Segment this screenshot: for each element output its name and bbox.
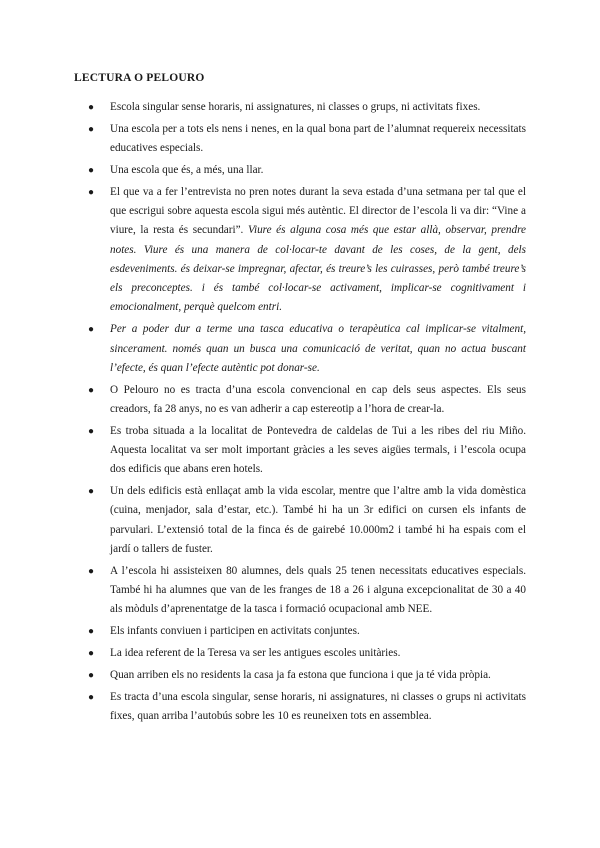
list-item	[74, 622, 526, 641]
bullet-icon: ●	[88, 123, 95, 135]
list-item-text: Una escola que és, a més, una llar.	[110, 163, 264, 176]
list-item	[74, 644, 526, 663]
list-item-text: Els infants conviuen i participen en activitats conjuntes.	[110, 625, 360, 638]
bullet-icon: ●	[88, 102, 95, 113]
list-item	[74, 320, 526, 378]
list-item-italic-text: Per a poder dur a terme una tasca educativa o terapèutica cal implicar-se vitalment, sincerament. només quan un busca una comunicació de veritat, quan no actua buscant l’efecte, és quan l’efecte autèntic pot donar-se.	[110, 323, 526, 374]
list-item-text: Un dels edificis està enllaçat amb la vida escolar, mentre que l’altre amb la vida domèstica (cuina, menjador, sala d’estar, etc.). També hi ha un 3r edifici on cursen els infants de parvulari. L’extensió total de la finca és de gairebé 10.000m2 i també hi ha espais com el jardí o tallers de fuster.	[110, 485, 526, 556]
list-item-text: Escola singular sense horaris, ni assignatures, ni classes o grups, ni activitats fixes.	[110, 101, 481, 113]
bullet-icon: ●	[88, 691, 95, 703]
bullet-icon: ●	[88, 626, 95, 638]
bullet-icon: ●	[88, 425, 95, 437]
list-item	[74, 482, 526, 559]
list-item	[74, 98, 526, 117]
list-item-text: Es troba situada a la localitat de Pontevedra de caldelas de Tui a les ribes del riu Miño. Aquesta localitat va ser molt important gràcies a les seves aigües termals, i l’escola ocupa dos edificis que abans eren hotels.	[110, 424, 526, 476]
bullet-icon: ●	[88, 565, 95, 577]
bullet-icon: ●	[88, 164, 95, 176]
list-item-text: Quan arriben els no residents la casa ja fa estona que funciona i que ja té vida pròpia.	[110, 668, 491, 681]
list-item-text: La idea referent de la Teresa va ser les antigues escoles unitàries.	[110, 647, 401, 660]
list-item-text: Una escola per a tots els nens i nenes, en la qual bona part de l’alumnat requereix necessitats educatives especials.	[110, 122, 526, 155]
list-item	[74, 183, 526, 318]
list-item-text: O Pelouro no es tracta d’una escola convencional en cap dels seus aspectes. Els seus creadors, fa 28 anys, no es van adherir a cap estereotip a l’hora de crear-la.	[110, 383, 526, 415]
list-item	[74, 120, 526, 159]
list-item	[74, 422, 526, 480]
bullet-icon: ●	[88, 486, 95, 498]
bullet-list	[74, 98, 526, 726]
list-item	[74, 688, 526, 727]
list-item-text: El que va a fer l’entrevista no pren notes durant la seva estada d’una setmana per tal que el que escrigui sobre aquesta escola sigui més autèntic. El director de l’escola li va dir: “Vine a viure, la resta és secundari”.	[110, 185, 526, 237]
list-item-italic-text: Viure és alguna cosa més que estar allà, observar, prendre notes. Viure és una manera de col·locar-te davant de les coses, de la gent, dels esdeveniments. és deixar-se impregnar, afectar, és treure’s les cuirasses, però també treure’s els preconceptes. i és també col·locar-se activament, implicar-se cognitivament i emocionalment, perquè quelcom entri.	[110, 224, 526, 314]
bullet-icon: ●	[88, 324, 95, 336]
list-item	[74, 562, 526, 620]
list-item-text: Es tracta d’una escola singular, sense horaris, ni assignatures, ni classes o grups ni activitats fixes, quan arriba l’autobús sobre les 10 es reuneixen tots en assemblea.	[110, 690, 526, 722]
bullet-icon: ●	[88, 669, 95, 681]
list-item	[74, 381, 526, 420]
list-item-text: A l’escola hi assisteixen 80 alumnes, dels quals 25 tenen necessitats educatives especials. També hi ha alumnes que van de les franges de 18 a 26 i alguna excepcionalitat de 30 a 40 als mòduls d’aprenentatge de la tasca i formació ocupacional amb NEE.	[110, 564, 526, 616]
bullet-icon: ●	[88, 384, 95, 396]
bullet-icon: ●	[88, 648, 95, 660]
bullet-icon: ●	[88, 186, 95, 198]
list-item	[74, 161, 526, 180]
list-item	[74, 666, 526, 685]
document-title: LECTURA O PELOURO	[74, 72, 205, 84]
